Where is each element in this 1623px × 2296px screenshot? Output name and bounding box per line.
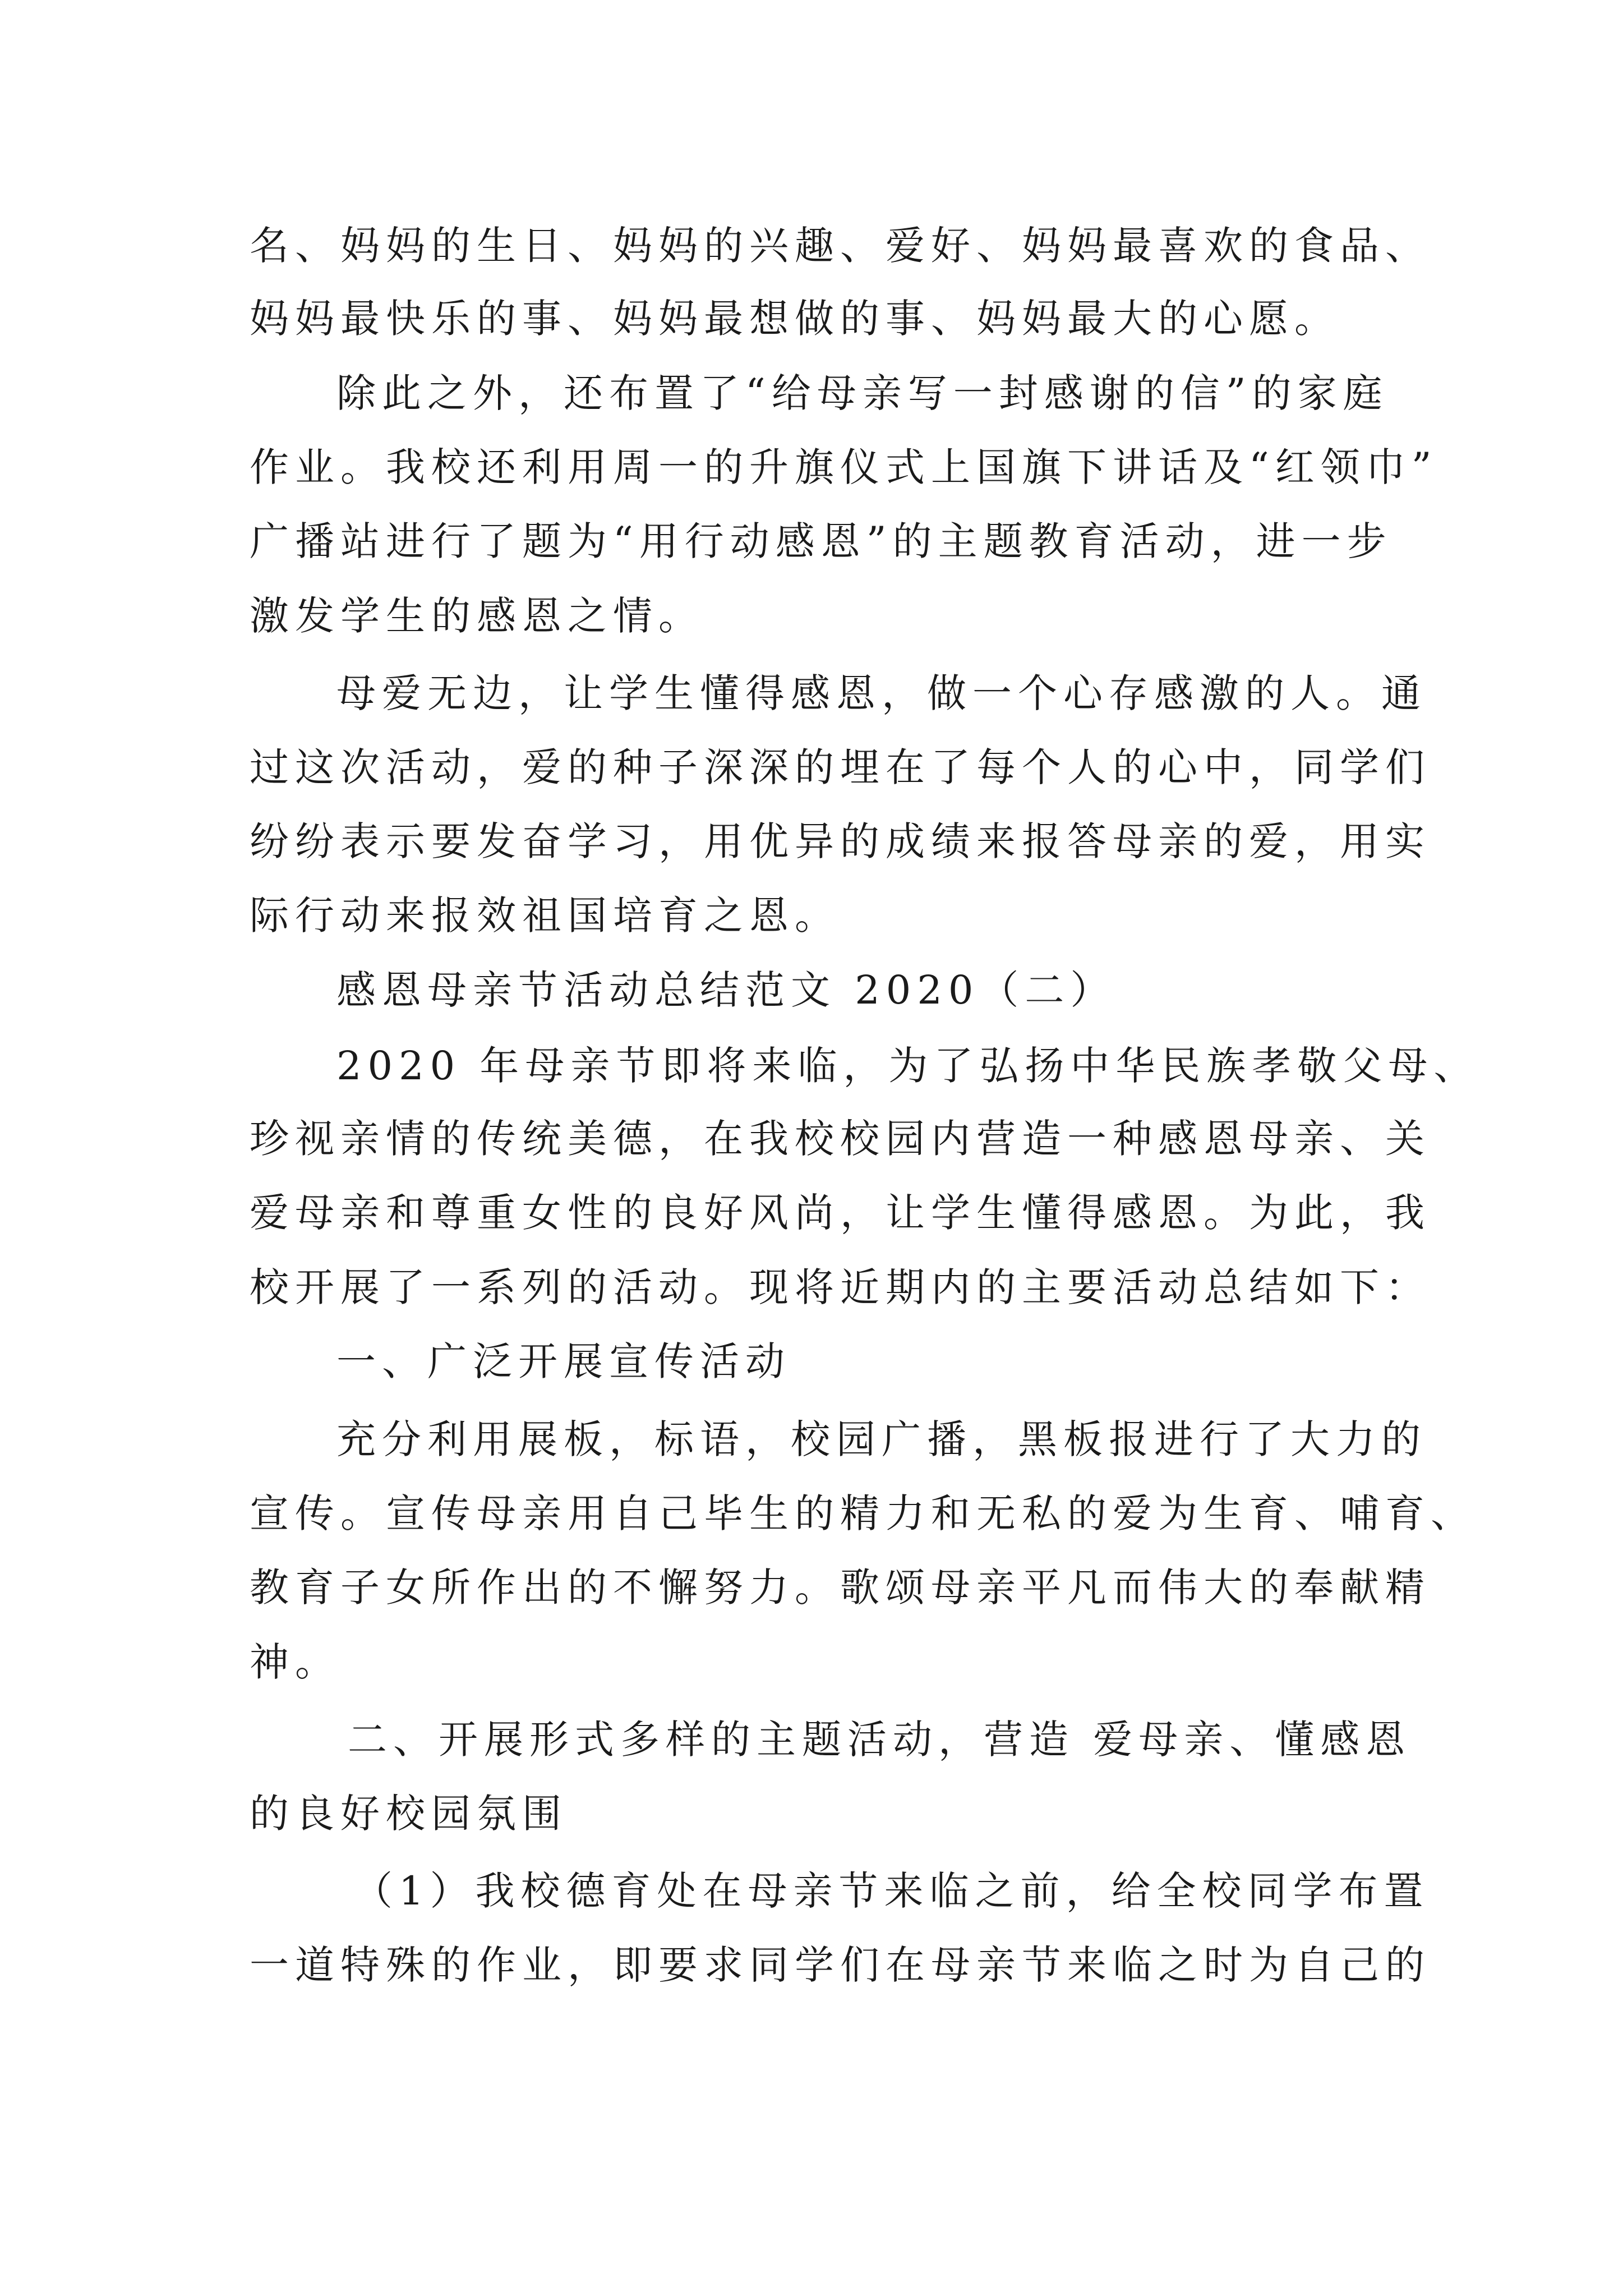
text-line-15: 校开展了一系列的活动。现将近期内的主要活动总结如下：	[250, 1264, 1431, 1310]
text-line-3: 除此之外，还布置了“给母亲写一封感谢的信”的家庭	[336, 370, 1389, 416]
text-line-14: 爱母亲和尊重女性的良好风尚，让学生懂得感恩。为此，我	[250, 1190, 1431, 1236]
text-line-2: 妈妈最快乐的事、妈妈最想做的事、妈妈最大的心愿。	[250, 296, 1340, 342]
text-line-8: 过这次活动，爱的种子深深的埋在了每个人的心中，同学们	[250, 744, 1431, 790]
text-line-23: （1）我校德育处在母亲节来临之前，给全校同学布置	[353, 1868, 1430, 1914]
text-line-18: 宣传。宣传母亲用自己毕生的精力和无私的爱为生育、哺育、	[250, 1490, 1476, 1536]
text-line-19: 教育子女所作出的不懈努力。歌颂母亲平凡而伟大的奉献精	[250, 1565, 1431, 1611]
text-line-13: 珍视亲情的传统美德，在我校校园内营造一种感恩母亲、关	[250, 1116, 1431, 1162]
text-line-12: 2020 年母亲节即将来临，为了弘扬中华民族孝敬父母、	[336, 1043, 1479, 1089]
subheading-2: 二、开展形式多样的主题活动，营造 爱母亲、懂感恩	[348, 1717, 1412, 1763]
text-line-22: 的良好校园氛围	[250, 1791, 568, 1837]
text-line-4: 作业。我校还利用周一的升旗仪式上国旗下讲话及“红领巾”	[250, 444, 1438, 490]
section-heading: 感恩母亲节活动总结范文 2020（二）	[336, 967, 1116, 1013]
text-line-9: 纷纷表示要发奋学习，用优异的成绩来报答母亲的爱，用实	[250, 818, 1431, 864]
text-line-20: 神。	[250, 1639, 340, 1685]
subheading-1: 一、广泛开展宣传活动	[336, 1338, 791, 1384]
text-line-6: 激发学生的感恩之情。	[250, 593, 704, 639]
text-line-17: 充分利用展板，标语，校园广播，黑板报进行了大力的	[336, 1416, 1427, 1462]
text-line-7: 母爱无边，让学生懂得感恩，做一个心存感激的人。通	[336, 670, 1427, 716]
text-line-1: 名、妈妈的生日、妈妈的兴趣、爱好、妈妈最喜欢的食品、	[250, 223, 1431, 269]
text-line-24: 一道特殊的作业，即要求同学们在母亲节来临之时为自己的	[250, 1942, 1431, 1988]
text-line-5: 广播站进行了题为“用行动感恩”的主题教育活动，进一步	[250, 518, 1393, 564]
text-line-10: 际行动来报效祖国培育之恩。	[250, 892, 840, 938]
